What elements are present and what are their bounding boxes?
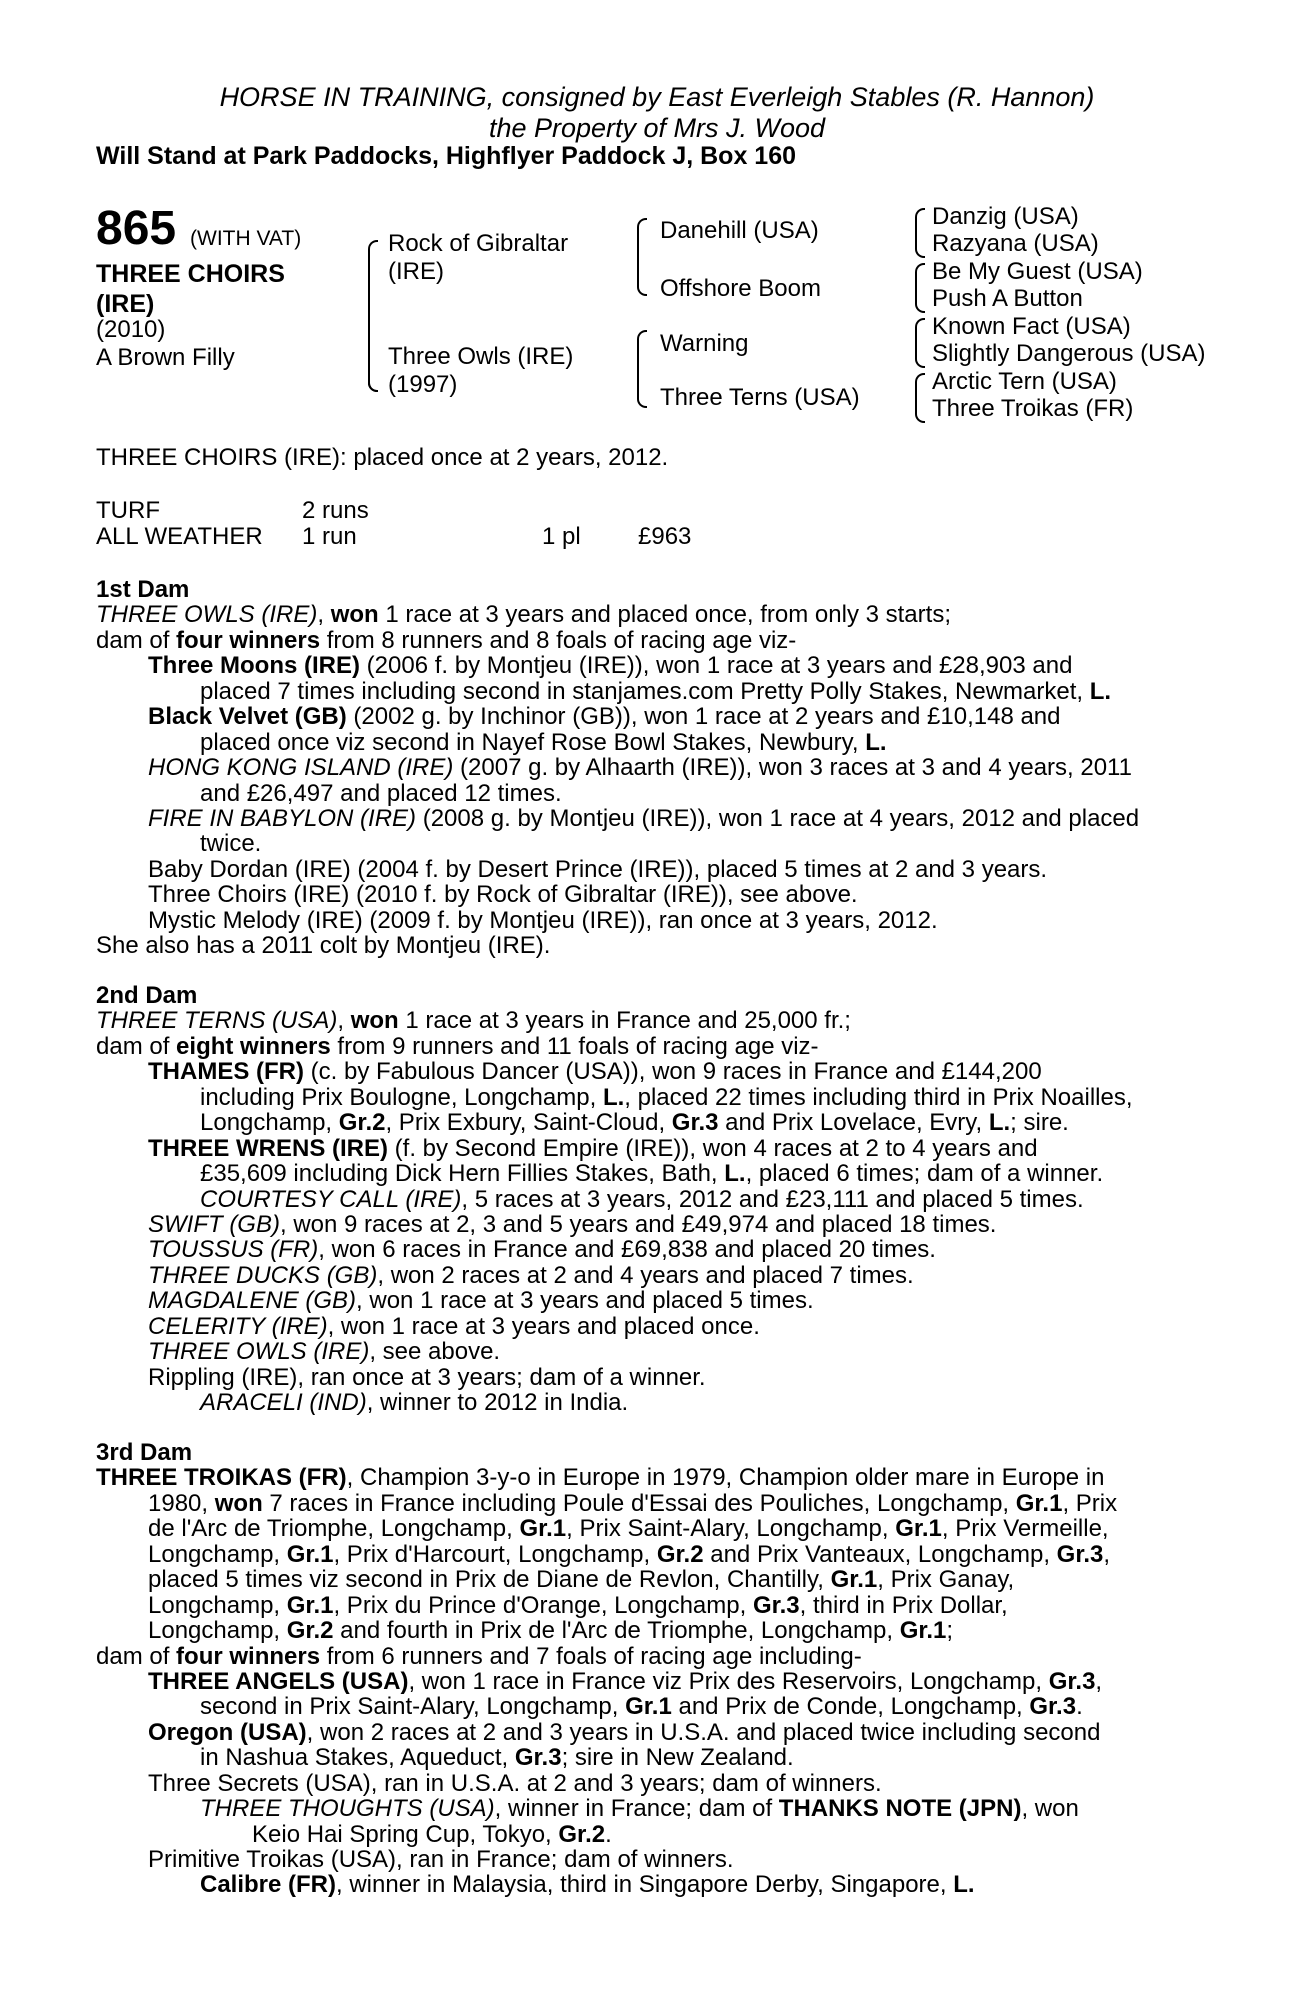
aw-label: ALL WEATHER xyxy=(96,523,263,550)
produce-item: Three Moons (IRE) (2006 f. by Montjeu (IRE)), won 1 race at 3 years and £28,903 and xyxy=(148,652,1073,680)
pedigree-bracket-gen3-1 xyxy=(915,208,925,258)
second-dam-produce-line: dam of eight winners from 9 runners and 11 foals of racing age viz- xyxy=(96,1032,819,1060)
produce-item-cont: £35,609 including Dick Hern Fillies Stakes, Bath, L., placed 6 times; dam of a winner. xyxy=(200,1160,1104,1188)
produce-item: Three Secrets (USA), ran in U.S.A. at 2 and 3 years; dam of winners. xyxy=(148,1769,882,1797)
first-dam-section xyxy=(96,577,1200,959)
third-dam-line: THREE TROIKAS (FR), Champion 3-y-o in Europe in 1979, Champion older mare in Europe in xyxy=(96,1464,1105,1492)
produce-item: Baby Dordan (IRE) (2004 f. by Desert Prince (IRE)), placed 5 times at 2 and 3 years. xyxy=(148,855,1048,883)
turf-runs: 2 runs xyxy=(302,497,369,524)
pedigree-bracket-gen3-3 xyxy=(915,318,925,368)
produce-item-cont: second in Prix Saint-Alary, Longchamp, Gr.1 and Prix de Conde, Longchamp, Gr.3. xyxy=(200,1693,1083,1721)
gen2-dam-sire: Warning xyxy=(660,330,749,357)
gen2-sire-sire: Danehill (USA) xyxy=(660,217,819,244)
produce-item: SWIFT (GB), won 9 races at 2, 3 and 5 years and £49,974 and placed 18 times. xyxy=(148,1210,997,1238)
first-dam-produce-line: dam of four winners from 8 runners and 8 foals of racing age viz- xyxy=(96,626,797,654)
produce-item: MAGDALENE (GB), won 1 race at 3 years and placed 5 times. xyxy=(148,1287,814,1315)
gen3-4: Push A Button xyxy=(932,285,1083,312)
produce-item: Three Choirs (IRE) (2010 f. by Rock of Gibraltar (IRE)), see above. xyxy=(148,881,858,909)
gen3-5: Known Fact (USA) xyxy=(932,313,1131,340)
produce-item: Black Velvet (GB) (2002 g. by Inchinor (GB)), won 1 race at 2 years and £10,148 and xyxy=(148,703,1061,731)
produce-item: THREE OWLS (IRE), see above. xyxy=(148,1338,501,1366)
produce-item: Primitive Troikas (USA), ran in France; dam of winners. xyxy=(148,1846,734,1873)
third-dam-produce-line: dam of four winners from 6 runners and 7 foals of racing age including- xyxy=(96,1642,862,1670)
dam-name: Three Owls (IRE) xyxy=(388,343,574,370)
third-dam-line-cont: Longchamp, Gr.1, Prix du Prince d'Orange, Longchamp, Gr.3, third in Prix Dollar, xyxy=(148,1591,1008,1619)
produce-item: THREE DUCKS (GB), won 2 races at 2 and 4 years and placed 7 times. xyxy=(148,1261,914,1289)
third-dam-line-cont: de l'Arc de Triomphe, Longchamp, Gr.1, Prix Saint-Alary, Longchamp, Gr.1, Prix Vermeille, xyxy=(148,1515,1109,1543)
third-dam-line-cont: 1980, won 7 races in France including Poule d'Essai des Pouliches, Longchamp, Gr.1, Prix xyxy=(148,1489,1118,1517)
produce-item: FIRE IN BABYLON (IRE) (2008 g. by Montjeu (IRE)), won 1 race at 4 years, 2012 and placed xyxy=(148,804,1140,832)
horse-name-line2: (IRE) xyxy=(96,290,155,318)
grandproduce-item: ARACELI (IND), winner to 2012 in India. xyxy=(200,1389,629,1416)
produce-item-cont: including Prix Boulogne, Longchamp, L., placed 22 times including third in Prix Noailles, xyxy=(200,1083,1133,1111)
aw-prize: £963 xyxy=(638,523,692,550)
first-dam-heading: 1st Dam xyxy=(96,576,190,603)
third-dam-heading: 3rd Dam xyxy=(96,1439,193,1466)
pedigree-bracket-gen2-top xyxy=(637,218,647,296)
second-dam-section xyxy=(96,983,1200,1415)
vat-note: (WITH VAT) xyxy=(190,227,302,250)
produce-item: Rippling (IRE), ran once at 3 years; dam of a winner. xyxy=(148,1363,706,1391)
pedigree-bracket-dam xyxy=(368,326,378,392)
gen3-3: Be My Guest (USA) xyxy=(932,258,1143,285)
consignor-line: HORSE IN TRAINING, consigned by East Everleigh Stables (R. Hannon) xyxy=(219,82,1095,112)
third-dam-section xyxy=(96,1440,1200,1898)
property-line: the Property of Mrs J. Wood xyxy=(488,113,826,143)
location-line: Will Stand at Park Paddocks, Highflyer Paddock J, Box 160 xyxy=(96,142,796,170)
gen3-1: Danzig (USA) xyxy=(932,203,1079,230)
third-dam-line-cont: Longchamp, Gr.1, Prix d'Harcourt, Longchamp, Gr.2 and Prix Vanteaux, Longchamp, Gr.3, xyxy=(148,1540,1111,1568)
lot-number: 865 xyxy=(96,202,177,255)
produce-item-cont: twice. xyxy=(200,830,262,858)
gen2-sire-dam: Offshore Boom xyxy=(660,275,821,302)
horse-name-line1: THREE CHOIRS xyxy=(96,260,285,288)
grandproduce-item: Calibre (FR), winner in Malaysia, third in Singapore Derby, Singapore, L. xyxy=(200,1871,975,1899)
produce-note: She also has a 2011 colt by Montjeu (IRE). xyxy=(96,932,551,960)
produce-item-cont: placed once viz second in Nayef Rose Bowl Stakes, Newbury, L. xyxy=(200,728,887,756)
produce-item: THREE WRENS (IRE) (f. by Second Empire (IRE)), won 4 races at 2 to 4 years and xyxy=(148,1134,1038,1162)
grandproduce-item-cont: Keio Hai Spring Cup, Tokyo, Gr.2. xyxy=(252,1820,612,1848)
sire-country: (IRE) xyxy=(388,258,444,285)
produce-item: Mystic Melody (IRE) (2009 f. by Montjeu (IRE)), ran once at 3 years, 2012. xyxy=(148,906,938,934)
race-summary: THREE CHOIRS (IRE): placed once at 2 years, 2012. xyxy=(96,444,669,471)
gen2-dam-dam: Three Terns (USA) xyxy=(660,384,860,411)
produce-item: THREE ANGELS (USA), won 1 race in France viz Prix des Reservoirs, Longchamp, Gr.3, xyxy=(148,1667,1103,1695)
produce-item: CELERITY (IRE), won 1 race at 3 years and placed once. xyxy=(148,1312,760,1340)
pedigree-bracket-gen2-bottom xyxy=(637,330,647,408)
dam-year: (1997) xyxy=(388,371,458,398)
pedigree-bracket-gen3-2 xyxy=(915,263,925,313)
produce-item: Oregon (USA), won 2 races at 2 and 3 years in U.S.A. and placed twice including second xyxy=(148,1718,1101,1746)
produce-item-cont: Longchamp, Gr.2, Prix Exbury, Saint-Cloud, Gr.3 and Prix Lovelace, Evry, L.; sire. xyxy=(200,1109,1069,1137)
turf-label: TURF xyxy=(96,497,160,524)
sire-name: Rock of Gibraltar xyxy=(388,230,569,257)
produce-item-cont: in Nashua Stakes, Aqueduct, Gr.3; sire in New Zealand. xyxy=(200,1744,794,1772)
produce-item: THAMES (FR) (c. by Fabulous Dancer (USA)), won 9 races in France and £144,200 xyxy=(148,1058,1042,1086)
horse-name xyxy=(96,259,326,319)
horse-description: A Brown Filly xyxy=(96,344,235,371)
second-dam-line: THREE TERNS (USA), won 1 race at 3 years in France and 25,000 fr.; xyxy=(96,1007,851,1035)
grandproduce-item: COURTESY CALL (IRE), 5 races at 3 years, 2012 and £23,111 and placed 5 times. xyxy=(200,1185,1084,1213)
gen3-2: Razyana (USA) xyxy=(932,230,1099,257)
produce-item: HONG KONG ISLAND (IRE) (2007 g. by Alhaarth (IRE)), won 3 races at 3 and 4 years, 2011 xyxy=(148,754,1132,782)
produce-item-cont: placed 7 times including second in stanjames.com Pretty Polly Stakes, Newmarket, L. xyxy=(200,677,1112,705)
gen3-8: Three Troikas (FR) xyxy=(932,395,1134,422)
second-dam-heading: 2nd Dam xyxy=(96,982,198,1009)
gen3-6: Slightly Dangerous (USA) xyxy=(932,340,1206,367)
third-dam-line-cont: Longchamp, Gr.2 and fourth in Prix de l'Arc de Triomphe, Longchamp, Gr.1; xyxy=(148,1617,954,1645)
aw-runs: 1 run xyxy=(302,523,357,550)
produce-item-cont: and £26,497 and placed 12 times. xyxy=(200,779,562,807)
gen3-7: Arctic Tern (USA) xyxy=(932,368,1117,395)
pedigree-bracket-gen3-4 xyxy=(915,373,925,423)
third-dam-line-cont: placed 5 times viz second in Prix de Diane de Revlon, Chantilly, Gr.1, Prix Ganay, xyxy=(148,1566,1015,1594)
aw-placed: 1 pl xyxy=(542,523,581,550)
first-dam-line: THREE OWLS (IRE), won 1 race at 3 years and placed once, from only 3 starts; xyxy=(96,601,951,629)
produce-item: TOUSSUS (FR), won 6 races in France and £69,838 and placed 20 times. xyxy=(148,1236,936,1264)
foaling-year: (2010) xyxy=(96,316,166,343)
grandproduce-item: THREE THOUGHTS (USA), winner in France; dam of THANKS NOTE (JPN), won xyxy=(200,1795,1079,1823)
